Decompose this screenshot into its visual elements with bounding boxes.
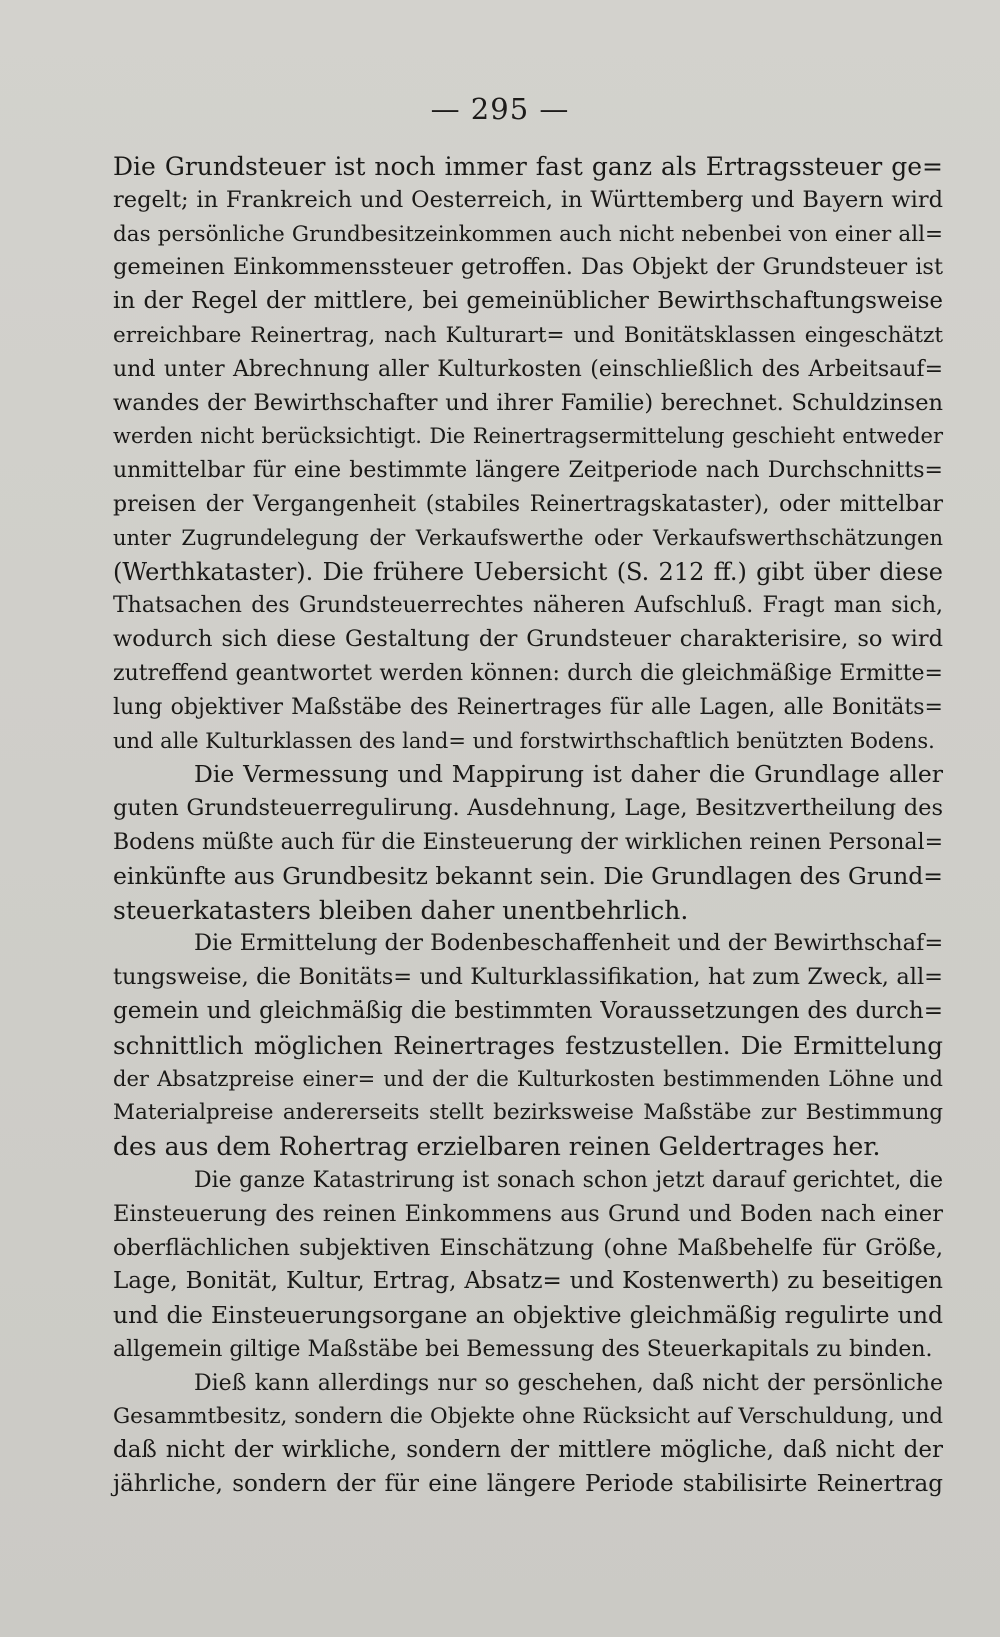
page-number: — 295 — xyxy=(430,92,570,126)
text-line: Die Ermittelung der Bodenbeschaffenheit und der Bewirthschaf= xyxy=(194,930,944,957)
paragraph xyxy=(113,758,943,927)
text-line: in der Regel der mittlere, bei gemeinüblicher Bewirthschaftungsweise xyxy=(113,288,943,315)
text-line: allgemein giltige Maßstäbe bei Bemessung des Steuerkapitals zu binden. xyxy=(113,1336,933,1362)
text-line: das persönliche Grundbesitzeinkommen auch nicht nebenbei von einer all= xyxy=(113,221,943,247)
text-line: steuerkatasters bleiben daher unentbehrlich. xyxy=(113,895,689,925)
text-line: Bodens müßte auch für die Einsteuerung der wirklichen reinen Personal= xyxy=(113,829,943,855)
body-text xyxy=(113,150,943,1502)
paragraph xyxy=(113,1367,943,1502)
text-line: wandes der Bewirthschafter und ihrer Familie) berechnet. Schuldzinsen xyxy=(113,389,943,416)
paragraph xyxy=(113,1164,943,1367)
text-line: (Werthkataster). Die frühere Uebersicht (S. 212 ff.) gibt über diese xyxy=(113,557,943,586)
text-line: und die Einsteuerungsorgane an objektive gleichmäßig regulirte und xyxy=(113,1301,943,1330)
text-line: jährliche, sondern der für eine längere Periode stabilisirte Reinertrag xyxy=(113,1471,943,1498)
text-line: regelt; in Frankreich und Oesterreich, in Württemberg und Bayern wird xyxy=(113,186,943,213)
text-line: werden nicht berücksichtigt. Die Reinertragsermittelung geschieht entweder xyxy=(113,424,943,449)
text-line: tungsweise, die Bonitäts= und Kulturklassifikation, hat zum Zweck, all= xyxy=(113,964,943,991)
text-line: des aus dem Rohertrag erzielbaren reinen Geldertrages her. xyxy=(113,1132,881,1162)
paragraph xyxy=(113,927,943,1164)
text-line: lung objektiver Maßstäbe des Reinertrages für alle Lagen, alle Bonitäts= xyxy=(113,694,943,720)
text-line: gemeinen Einkommenssteuer getroffen. Das Objekt der Grundsteuer ist xyxy=(113,254,943,281)
text-line: unter Zugrundelegung der Verkaufswerthe oder Verkaufswerthschätzungen xyxy=(113,525,943,550)
text-line: und unter Abrechnung aller Kulturkosten (einschließlich des Arbeitsauf= xyxy=(113,356,943,382)
text-line: schnittlich möglichen Reinertrages festzustellen. Die Ermittelung xyxy=(113,1030,943,1060)
text-line: Gesammtbesitz, sondern die Objekte ohne Rücksicht auf Verschuldung, und xyxy=(113,1404,943,1430)
text-line: daß nicht der wirkliche, sondern der mittlere mögliche, daß nicht der xyxy=(113,1437,943,1464)
text-line: Einsteuerung des reinen Einkommens aus Grund und Boden nach einer xyxy=(113,1200,943,1227)
text-line: Die Grundsteuer ist noch immer fast ganz als Ertragssteuer ge= xyxy=(113,152,943,181)
text-line: erreichbare Reinertrag, nach Kulturart= und Bonitätsklassen eingeschätzt xyxy=(113,322,943,348)
text-line: Thatsachen des Grundsteuerrechtes näheren Aufschluß. Fragt man sich, xyxy=(113,593,943,619)
text-line: guten Grundsteuerregulirung. Ausdehnung, Lage, Besitzvertheilung des xyxy=(113,795,943,822)
text-line: wodurch sich diese Gestaltung der Grundsteuer charakterisire, so wird xyxy=(113,626,943,653)
text-line: preisen der Vergangenheit (stabiles Reinertragskataster), oder mittelbar xyxy=(113,491,943,517)
text-line: Die Vermessung und Mappirung ist daher die Grundlage aller xyxy=(194,760,943,789)
text-line: Die ganze Katastrirung ist sonach schon jetzt darauf gerichtet, die xyxy=(194,1167,943,1193)
text-line: Materialpreise andererseits stellt bezirksweise Maßstäbe zur Bestimmung xyxy=(113,1100,943,1126)
text-line: unmittelbar für eine bestimmte längere Zeitperiode nach Durchschnitts= xyxy=(113,458,943,484)
text-line: Lage, Bonität, Kultur, Ertrag, Absatz= und Kostenwerth) zu beseitigen xyxy=(113,1268,943,1295)
paragraph xyxy=(113,150,943,758)
text-line: und alle Kulturklassen des land= und forstwirthschaftlich benützten Bodens. xyxy=(113,728,935,753)
text-line: Dieß kann allerdings nur so geschehen, daß nicht der persönliche xyxy=(194,1370,943,1396)
text-line: einkünfte aus Grundbesitz bekannt sein. Die Grundlagen des Grund= xyxy=(113,861,943,890)
text-line: oberflächlichen subjektiven Einschätzung (ohne Maßbehelfe für Größe, xyxy=(113,1234,943,1261)
text-line: gemein und gleichmäßig die bestimmten Voraussetzungen des durch= xyxy=(113,997,943,1024)
text-line: der Absatzpreise einer= und der die Kulturkosten bestimmenden Löhne und xyxy=(113,1066,943,1091)
text-line: zutreffend geantwortet werden können: durch die gleichmäßige Ermitte= xyxy=(113,660,943,686)
